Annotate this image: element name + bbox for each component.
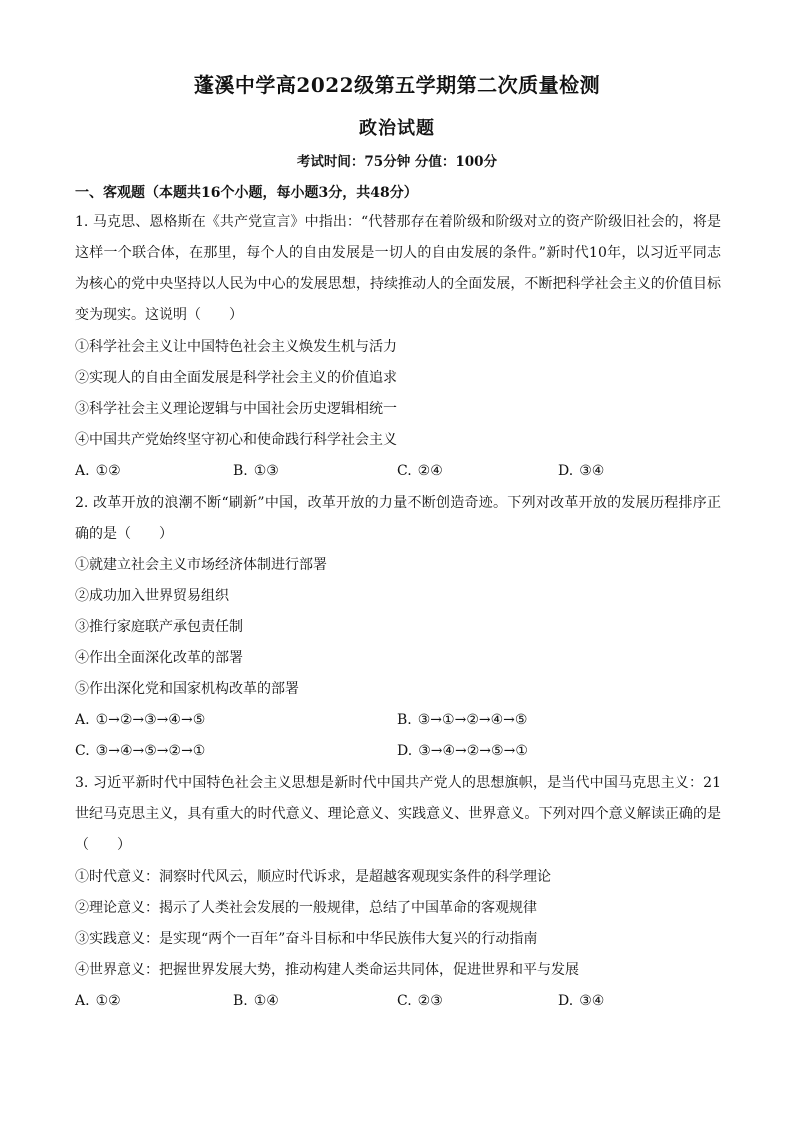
option-letter: D. <box>397 743 413 759</box>
option-letter: D. <box>558 993 574 1009</box>
option-letter: C. <box>397 993 412 1009</box>
option-text: ①④ <box>253 993 279 1009</box>
question-1-option-a[interactable] <box>75 461 121 481</box>
question-2-option-b[interactable] <box>397 710 527 730</box>
question-3-option-d[interactable] <box>558 991 604 1011</box>
question-1-item-4: ④中国共产党始终坚守初心和使命践行科学社会主义 <box>75 432 397 448</box>
option-text: ①② <box>95 463 121 479</box>
option-text: ①→②→③→④→⑤ <box>95 712 206 728</box>
question-2-option-c[interactable] <box>75 741 205 761</box>
option-letter: C. <box>397 463 412 479</box>
option-letter: B. <box>233 993 248 1009</box>
option-text: ③④ <box>579 463 605 479</box>
option-text: ③④ <box>579 993 605 1009</box>
option-text: ③→④→②→⑤→① <box>418 743 528 759</box>
option-text: ①② <box>95 993 121 1009</box>
option-text: ③→①→②→④→⑤ <box>417 712 528 728</box>
question-2-item-1: ①就建立社会主义市场经济体制进行部署 <box>75 557 327 573</box>
option-letter: A. <box>75 463 90 479</box>
question-2-option-d[interactable] <box>397 741 528 761</box>
option-text: ③→④→⑤→②→① <box>95 743 206 759</box>
option-letter: D. <box>558 463 574 479</box>
question-2-item-5: ⑤作出深化党和国家机构改革的部署 <box>75 681 299 697</box>
option-letter: A. <box>75 712 90 728</box>
question-2-stem: 2. 改革开放的浪潮不断“刷新”中国，改革开放的力量不断创造奇迹。下列对改革开放的发展历程排序正确的是（ ） <box>75 495 721 542</box>
question-3-item-4: ④世界意义：把握世界发展大势，推动构建人类命运共同体，促进世界和平与发展 <box>75 962 579 978</box>
option-text: ②④ <box>417 463 443 479</box>
question-2-item-2: ②成功加入世界贸易组织 <box>75 588 229 604</box>
question-3-item-1: ①时代意义：洞察时代风云，顺应时代诉求，是超越客观现实条件的科学理论 <box>75 869 551 885</box>
question-1-item-1: ①科学社会主义让中国特色社会主义焕发生机与活力 <box>75 339 397 355</box>
question-2-item-3: ③推行家庭联产承包责任制 <box>75 619 243 635</box>
exam-subtitle: 政治试题 <box>359 118 435 139</box>
question-2-option-a[interactable] <box>75 710 205 730</box>
question-3-stem: 3. 习近平新时代中国特色社会主义思想是新时代中国共产党人的思想旗帜，是当代中国马克思主义：21世纪马克思主义，具有重大的时代意义、理论意义、实践意义、世界意义。下列对四个意义解读正确的是（ ） <box>75 775 721 853</box>
option-letter: B. <box>233 463 248 479</box>
question-3-item-2: ②理论意义：揭示了人类社会发展的一般规律，总结了中国革命的客观规律 <box>75 900 537 916</box>
question-1-option-b[interactable] <box>233 461 279 481</box>
section-heading: 一、客观题（本题共16个小题，每小题3分，共48分） <box>75 185 418 201</box>
question-2-item-4: ④作出全面深化改革的部署 <box>75 650 243 666</box>
option-letter: A. <box>75 993 90 1009</box>
option-letter: C. <box>75 743 90 759</box>
exam-title: 蓬溪中学高2022级第五学期第二次质量检测 <box>193 73 601 97</box>
exam-info: 考试时间：75分钟 分值：100分 <box>296 154 498 170</box>
option-text: ②③ <box>417 993 443 1009</box>
question-1-option-d[interactable] <box>558 461 604 481</box>
option-letter: B. <box>397 712 412 728</box>
question-3-item-3: ③实践意义：是实现“两个一百年”奋斗目标和中华民族伟大复兴的行动指南 <box>75 931 538 947</box>
question-1-item-3: ③科学社会主义理论逻辑与中国社会历史逻辑相统一 <box>75 401 397 417</box>
question-3-option-a[interactable] <box>75 991 121 1011</box>
question-1-item-2: ②实现人的自由全面发展是科学社会主义的价值追求 <box>75 370 397 386</box>
question-3-option-b[interactable] <box>233 991 279 1011</box>
question-3-option-c[interactable] <box>397 991 443 1011</box>
question-1-option-c[interactable] <box>397 461 443 481</box>
option-text: ①③ <box>253 463 279 479</box>
question-1-stem: 1. 马克思、恩格斯在《共产党宣言》中指出：“代替那存在着阶级和阶级对立的资产阶级旧社会的，将是这样一个联合体，在那里，每个人的自由发展是一切人的自由发展的条件。”新时代10年，以习近平同志为核心的党中央坚持以人民为中心的发展思想，持续推动人的全面发展，不断把科学社会主义的价值目标变为现实。这说明（ ） <box>75 214 721 323</box>
